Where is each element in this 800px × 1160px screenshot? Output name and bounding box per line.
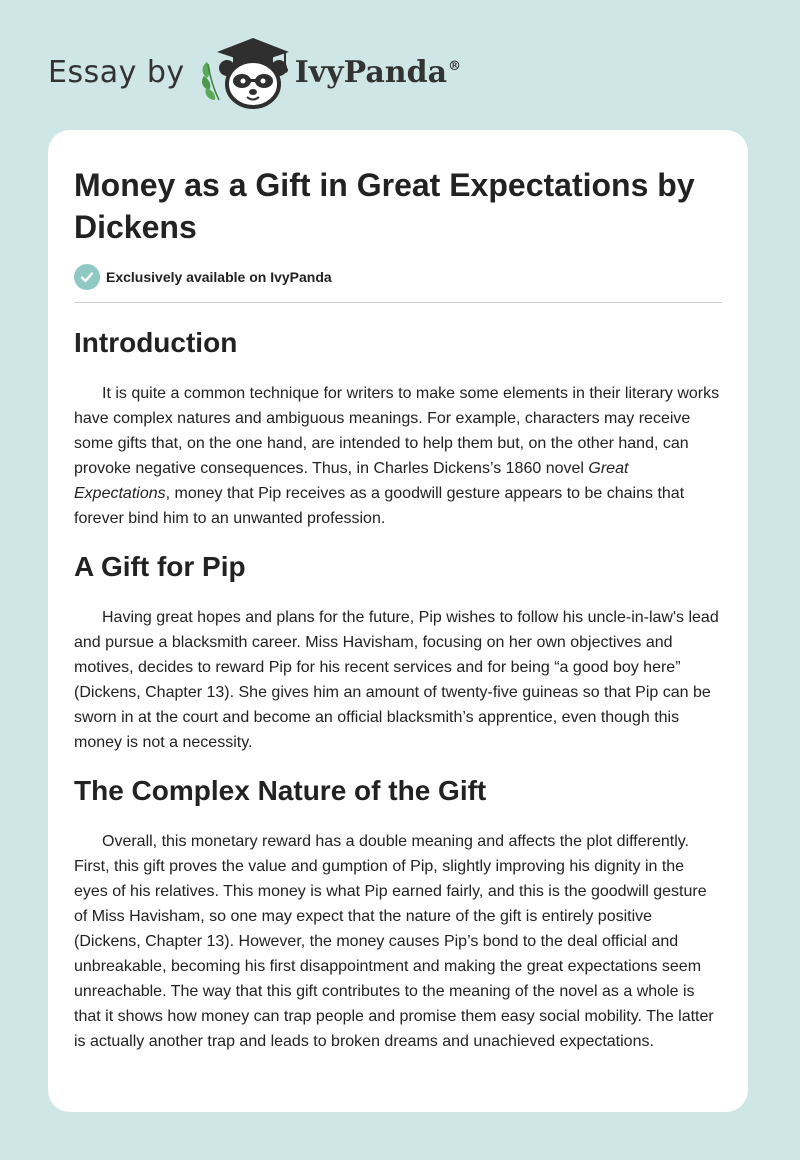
essay-card xyxy=(48,130,748,1112)
paragraph-introduction-part-2: , money that Pip receives as a goodwill gesture appears to be chains that forever bind him to an unwanted profession. xyxy=(74,485,685,527)
essay-by-label: Essay by xyxy=(48,54,185,90)
panda-graduate-icon[interactable] xyxy=(199,34,289,110)
paragraph-introduction-part-1: It is quite a common technique for writers to make some elements in their literary works have complex natures and ambiguous meanings. For example, characters may receive some gifts that, on the one hand, are intended to help them but, on the other hand, can provoke negative consequences. Thus, in Charles Dickens’s 1860 novel xyxy=(74,385,720,477)
exclusive-badge-label: Exclusively available on IvyPanda xyxy=(106,269,332,285)
title-divider xyxy=(74,302,722,303)
paragraph-gift-for-pip: Having great hopes and plans for the future, Pip wishes to follow his uncle-in-law's lead and pursue a blacksmith career. Miss Havisham, focusing on her own objectives and motives, decides to reward Pip for his recent services and for being “a good boy here” (Dickens, Chapter 13). She gives him an amount of twenty-five guineas so that Pip can be sworn in at the court and become an official blacksmith’s apprentice, even though this money is not a necessity. xyxy=(74,609,719,751)
brand-name[interactable] xyxy=(295,55,461,90)
section-heading-complex-nature: The Complex Nature of the Gift xyxy=(74,775,487,806)
novel-title-italic: Great Expectations xyxy=(74,460,629,502)
check-icon xyxy=(74,264,100,290)
section-heading-gift-for-pip: A Gift for Pip xyxy=(74,551,246,582)
exclusive-badge xyxy=(74,264,722,290)
site-header xyxy=(48,34,461,110)
paragraph-complex-nature: Overall, this monetary reward has a double meaning and affects the plot differently. First, this gift proves the value and gumption of Pip, slightly improving his dignity in the eyes of his relatives. This money is what Pip earned fairly, and this is the goodwill gesture of Miss Havisham, so one may expect that the nature of the gift is entirely positive (Dickens, Chapter 13). However, the money causes Pip’s bond to the deal official and unbreakable, becoming his first disappointment and making the great expectations seem unreachable. The way that this gift contributes to the meaning of the novel as a whole is that it shows how money can trap people and promise them easy social mobility. The latter is actually another trap and leads to broken dreams and unachieved expectations. xyxy=(74,833,714,1050)
registered-mark: ® xyxy=(448,58,462,74)
page-title: Money as a Gift in Great Expectations by Dickens xyxy=(74,167,695,245)
section-heading-introduction: Introduction xyxy=(74,327,238,358)
brand-label: IvyPanda xyxy=(294,54,448,90)
paragraph-introduction xyxy=(74,381,722,531)
